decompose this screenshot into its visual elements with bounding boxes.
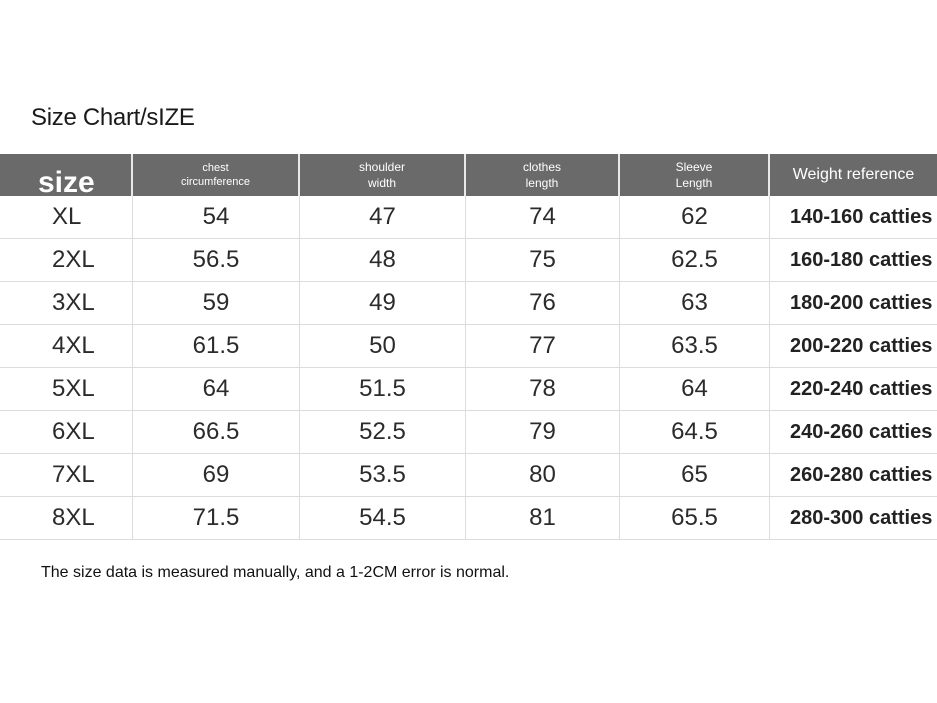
header-length-line2: length [525, 176, 559, 190]
weight-cell: 280-300 catties [790, 506, 933, 529]
size-cell: 4XL [0, 325, 133, 367]
header-shoulder [300, 154, 466, 196]
sleeve-cell: 65.5 [620, 497, 770, 539]
shoulder-cell: 52.5 [300, 411, 466, 453]
sleeve-cell: 64.5 [620, 411, 770, 453]
weight-cell: 180-200 catties [790, 291, 933, 314]
table-row [0, 282, 937, 325]
sleeve-cell: 62.5 [620, 239, 770, 281]
header-shoulder-line2: width [367, 176, 396, 190]
chest-cell: 61.5 [133, 325, 300, 367]
shoulder-cell: 53.5 [300, 454, 466, 496]
length-cell: 76 [466, 282, 620, 324]
size-cell: 3XL [0, 282, 133, 324]
size-cell: 6XL [0, 411, 133, 453]
chest-cell: 54 [133, 196, 300, 238]
table-row [0, 368, 937, 411]
weight-cell: 140-160 catties [790, 205, 933, 228]
header-weight-reference: Weight reference [792, 166, 915, 183]
table-row [0, 454, 937, 497]
length-cell: 79 [466, 411, 620, 453]
weight-cell: 260-280 catties [790, 463, 933, 486]
shoulder-cell: 47 [300, 196, 466, 238]
length-cell: 75 [466, 239, 620, 281]
chest-cell: 71.5 [133, 497, 300, 539]
measurement-note: The size data is measured manually, and a 1-2CM error is normal. [41, 564, 510, 581]
sleeve-cell: 63 [620, 282, 770, 324]
shoulder-cell: 48 [300, 239, 466, 281]
weight-cell: 240-260 catties [790, 420, 933, 443]
header-shoulder-line1: shoulder [358, 160, 406, 174]
shoulder-cell: 54.5 [300, 497, 466, 539]
header-sleeve-length [620, 154, 770, 196]
size-cell: 2XL [0, 239, 133, 281]
table-row [0, 497, 937, 540]
chest-cell: 69 [133, 454, 300, 496]
chest-cell: 56.5 [133, 239, 300, 281]
sleeve-cell: 65 [620, 454, 770, 496]
sleeve-cell: 64 [620, 368, 770, 410]
page-title: Size Chart/sIZE [31, 104, 195, 131]
sleeve-cell: 62 [620, 196, 770, 238]
size-chart-table [0, 154, 937, 540]
header-clothes-length [466, 154, 620, 196]
size-cell: 8XL [0, 497, 133, 539]
chest-cell: 59 [133, 282, 300, 324]
chest-cell: 66.5 [133, 411, 300, 453]
table-row [0, 325, 937, 368]
header-chest [133, 154, 300, 196]
weight-cell: 160-180 catties [790, 248, 933, 271]
header-size: size [0, 154, 133, 196]
length-cell: 78 [466, 368, 620, 410]
weight-cell: 200-220 catties [790, 334, 933, 357]
header-length-line1: clothes [522, 160, 562, 174]
shoulder-cell: 51.5 [300, 368, 466, 410]
length-cell: 81 [466, 497, 620, 539]
length-cell: 74 [466, 196, 620, 238]
shoulder-cell: 50 [300, 325, 466, 367]
sleeve-cell: 63.5 [620, 325, 770, 367]
weight-cell: 220-240 catties [790, 377, 933, 400]
size-cell: 5XL [0, 368, 133, 410]
table-row [0, 411, 937, 454]
length-cell: 77 [466, 325, 620, 367]
table-row [0, 239, 937, 282]
header-sleeve-line1: Sleeve [675, 160, 713, 174]
header-chest-line1: chest [202, 162, 229, 174]
length-cell: 80 [466, 454, 620, 496]
shoulder-cell: 49 [300, 282, 466, 324]
size-cell: 7XL [0, 454, 133, 496]
chest-cell: 64 [133, 368, 300, 410]
size-cell: XL [0, 196, 133, 238]
table-row [0, 196, 937, 239]
header-sleeve-line2: Length [675, 176, 713, 190]
table-header [0, 154, 937, 199]
header-chest-line2: circumference [180, 176, 251, 188]
